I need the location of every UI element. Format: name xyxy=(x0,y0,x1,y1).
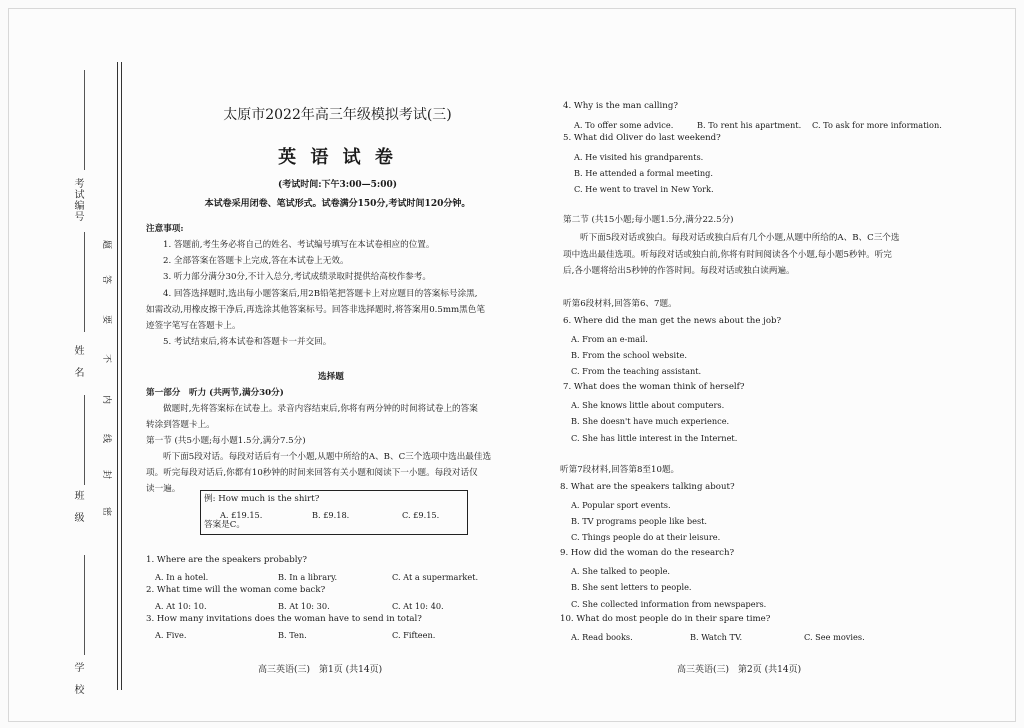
school-label: 学 校 xyxy=(72,662,83,695)
option: A. In a hotel. xyxy=(155,572,209,582)
exam-no-label: 考试编号 xyxy=(72,178,83,222)
note-line: 如需改动,用橡皮擦干净后,再选涂其他答案标号。回答非选择题时,将答案用0.5mm黑色笔 xyxy=(146,305,485,315)
option: A. At 10: 10. xyxy=(155,601,207,611)
sec1-desc: 读一遍。 xyxy=(146,484,181,494)
option: A. Popular sport events. xyxy=(571,500,671,510)
seal-char: 密 xyxy=(101,506,112,517)
sec1-desc: 听下面5段对话。每段对话后有一个小题,从题中所给的A、B、C三个选项中选出最佳选 xyxy=(163,452,492,462)
option: C. To ask for more information. xyxy=(812,120,942,130)
option: C. At 10: 40. xyxy=(392,601,444,611)
choice-heading: 选择题 xyxy=(318,372,344,382)
option: B. In a library. xyxy=(278,572,338,582)
option: B. At 10: 30. xyxy=(278,601,330,611)
option: A. She knows little about computers. xyxy=(571,400,725,410)
option: A. To offer some advice. xyxy=(574,120,674,130)
material7-intro: 听第7段材料,回答第8至10题。 xyxy=(560,465,680,475)
part1-desc: 做题时,先将答案标在试卷上。录音内容结束后,你将有两分钟的时间将试卷上的答案 xyxy=(163,404,478,414)
option: A. He visited his grandparents. xyxy=(574,152,704,162)
option: B. Ten. xyxy=(278,630,307,640)
binding-line-inner xyxy=(121,62,122,690)
option: C. He went to travel in New York. xyxy=(574,184,714,194)
example-question: 例: How much is the shirt? xyxy=(204,494,320,504)
note-line: 迹签字笔写在答题卡上。 xyxy=(146,321,241,331)
note-line: 2. 全部答案在答题卡上完成,答在本试卷上无效。 xyxy=(163,256,349,266)
question-6: 6. Where did the man get the news about the job? xyxy=(563,316,782,326)
class-label: 班 级 xyxy=(72,490,83,523)
name-line xyxy=(84,232,85,332)
seal-char: 题 xyxy=(101,239,112,250)
option: C. Fifteen. xyxy=(392,630,436,640)
option: A. Five. xyxy=(155,630,187,640)
part1-heading: 第一部分 听力 (共两节,满分30分) xyxy=(146,388,284,398)
school-line xyxy=(84,555,85,655)
sec1-heading: 第一节 (共5小题;每小题1.5分,满分7.5分) xyxy=(146,436,306,446)
option: A. Read books. xyxy=(571,632,633,642)
option: C. At a supermarket. xyxy=(392,572,479,582)
option: C. From the teaching assistant. xyxy=(571,366,702,376)
seal-char: 封 xyxy=(101,469,112,480)
sec1-desc: 项。听完每段对话后,你都有10秒钟的时间来回答有关小题和阅读下一小题。每段对话仅 xyxy=(146,468,478,478)
example-option: A. £19.15. xyxy=(220,510,263,520)
option: B. To rent his apartment. xyxy=(697,120,802,130)
option: B. He attended a formal meeting. xyxy=(574,168,714,178)
option: C. Things people do at their leisure. xyxy=(571,532,721,542)
option: B. She doesn't have much experience. xyxy=(571,416,730,426)
option: A. From an e-mail. xyxy=(571,334,648,344)
seal-char: 内 xyxy=(101,394,112,405)
seal-char: 不 xyxy=(101,353,112,364)
exam-time: (考试时间:下午3:00—5:00) xyxy=(277,180,398,190)
note-line: 1. 答题前,考生务必将自己的姓名、考试编号填写在本试卷相应的位置。 xyxy=(163,240,435,250)
question-4: 4. Why is the man calling? xyxy=(563,101,678,111)
seal-char: 线 xyxy=(101,433,112,444)
option: B. She sent letters to people. xyxy=(571,582,692,592)
binding-line-outer xyxy=(117,62,118,690)
seal-char: 答 xyxy=(101,274,112,285)
sec2-desc: 项中选出最佳选项。听每段对话或独白前,你将有时间阅读各个小题,每小题5秒钟。听完 xyxy=(563,250,892,260)
footer-right: 高三英语(三) 第2页 (共14页) xyxy=(677,665,802,675)
question-3: 3. How many invitations does the woman have to send in total? xyxy=(146,614,422,624)
option: B. From the school website. xyxy=(571,350,687,360)
note-line: 5. 考试结束后,将本试卷和答题卡一并交回。 xyxy=(163,337,332,347)
question-2: 2. What time will the woman come back? xyxy=(146,585,326,595)
sec2-desc: 听下面5段对话或独白。每段对话或独白后有几个小题,从题中所给的A、B、C三个选 xyxy=(580,233,900,243)
notes-heading: 注意事项: xyxy=(146,224,184,234)
name-label: 姓 名 xyxy=(72,345,83,378)
question-9: 9. How did the woman do the research? xyxy=(560,548,735,558)
question-5: 5. What did Oliver do last weekend? xyxy=(563,133,721,143)
question-7: 7. What does the woman think of herself? xyxy=(563,382,745,392)
option: C. She collected information from newspapers. xyxy=(571,599,767,609)
example-answer: 答案是C。 xyxy=(204,520,245,530)
option: A. She talked to people. xyxy=(571,566,671,576)
option: B. Watch TV. xyxy=(690,632,743,642)
exam-no-line xyxy=(84,70,85,170)
sec2-desc: 后,各小题将给出5秒钟的作答时间。每段对话或独白读两遍。 xyxy=(563,266,795,276)
exam-title: 太原市2022年高三年级模拟考试(三) xyxy=(223,107,452,123)
part1-desc: 转涂到答题卡上。 xyxy=(146,420,215,430)
note-line: 3. 听力部分满分30分,不计入总分,考试成绩录取时提供给高校作参考。 xyxy=(163,272,431,282)
example-option: B. £9.18. xyxy=(312,510,350,520)
example-option: C. £9.15. xyxy=(402,510,440,520)
class-line xyxy=(84,395,85,485)
question-1: 1. Where are the speakers probably? xyxy=(146,555,307,565)
option: B. TV programs people like best. xyxy=(571,516,708,526)
footer-left: 高三英语(三) 第1页 (共14页) xyxy=(258,665,383,675)
question-10: 10. What do most people do in their spare time? xyxy=(560,614,771,624)
subject-title: 英 语 试 卷 xyxy=(278,147,397,168)
seal-char: 要 xyxy=(101,314,112,325)
option: C. See movies. xyxy=(804,632,865,642)
option: C. She has little interest in the Internet. xyxy=(571,433,738,443)
note-line: 4. 回答选择题时,选出每小题答案后,用2B铅笔把答题卡上对应题目的答案标号涂黑, xyxy=(163,289,478,299)
material6-intro: 听第6段材料,回答第6、7题。 xyxy=(563,299,677,309)
question-8: 8. What are the speakers talking about? xyxy=(560,482,735,492)
sec2-heading: 第二节 (共15小题;每小题1.5分,满分22.5分) xyxy=(563,215,734,225)
exam-description: 本试卷采用闭卷、笔试形式。试卷满分150分,考试时间120分钟。 xyxy=(204,199,471,209)
